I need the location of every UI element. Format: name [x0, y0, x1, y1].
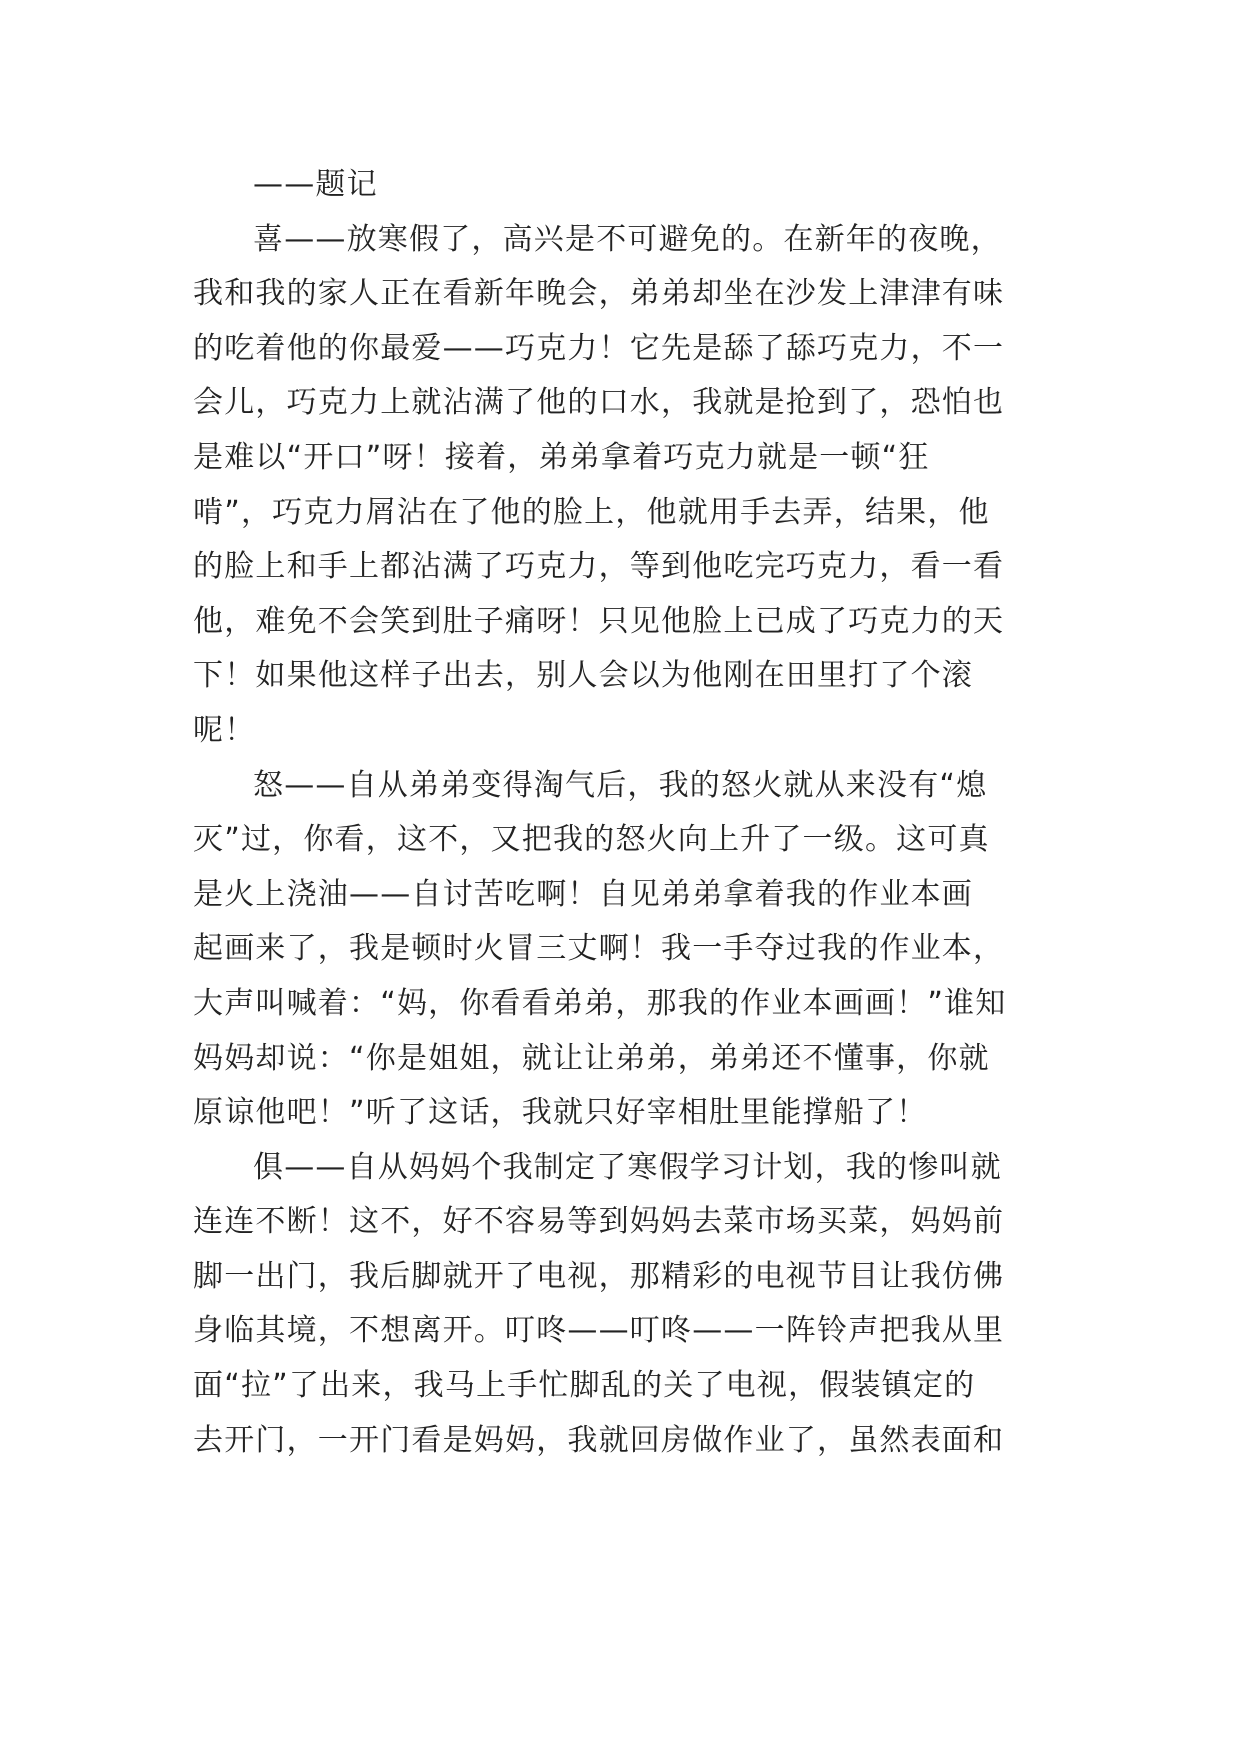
paragraph-fear-line-4: 身临其境，不想离开。叮咚——叮咚——一阵铃声把我从里	[193, 1313, 1005, 1349]
paragraph-joy-line-9: 下！如果他这样子出去，别人会以为他刚在田里打了个滚	[193, 658, 973, 694]
paragraph-anger-line-6: 妈妈却说：“你是姐姐，就让让弟弟，弟弟还不懂事，你就	[193, 1040, 990, 1076]
paragraph-joy-line-2: 我和我的家人正在看新年晚会，弟弟却坐在沙发上津津有味	[193, 276, 1005, 312]
paragraph-anger-line-5: 大声叫喊着：“妈，你看看弟弟，那我的作业本画画！”谁知	[193, 985, 1007, 1021]
paragraph-joy-line-1: 喜——放寒假了，高兴是不可避免的。在新年的夜晚，	[253, 221, 1002, 257]
paragraph-joy-line-7: 的脸上和手上都沾满了巧克力，等到他吃完巧克力，看一看	[193, 549, 1005, 585]
paragraph-anger-line-4: 起画来了，我是顿时火冒三丈啊！我一手夺过我的作业本，	[193, 931, 1005, 967]
paragraph-joy-line-10: 呢！	[193, 712, 256, 748]
paragraph-fear-line-6: 去开门，一开门看是妈妈，我就回房做作业了，虽然表面和	[193, 1422, 1005, 1458]
epigraph-line: ——题记	[253, 167, 378, 202]
paragraph-anger-line-1: 怒——自从弟弟变得淘气后，我的怒火就从来没有“熄	[253, 767, 988, 803]
paragraph-anger-line-7: 原谅他吧！”听了这话，我就只好宰相肚里能撑船了！	[193, 1095, 928, 1131]
paragraph-joy-line-5: 是难以“开口”呀！接着，弟弟拿着巧克力就是一顿“狂	[193, 439, 930, 475]
document-body	[193, 158, 1053, 1468]
paragraph-joy-line-4: 会儿，巧克力上就沾满了他的口水，我就是抢到了，恐怕也	[193, 385, 1005, 421]
paragraph-fear-line-2: 连连不断！这不，好不容易等到妈妈去菜市场买菜，妈妈前	[193, 1204, 1005, 1240]
paragraph-fear-line-1: 俱——自从妈妈个我制定了寒假学习计划，我的惨叫就	[253, 1149, 1002, 1185]
paragraph-fear-line-3: 脚一出门，我后脚就开了电视，那精彩的电视节目让我仿佛	[193, 1258, 1005, 1294]
paragraph-fear-line-5: 面“拉”了出来，我马上手忙脚乱的关了电视，假装镇定的	[193, 1368, 976, 1404]
paragraph-joy-line-6: 啃”，巧克力屑沾在了他的脸上，他就用手去弄，结果，他	[193, 494, 990, 530]
paragraph-anger-line-3: 是火上浇油——自讨苦吃啊！自见弟弟拿着我的作业本画	[193, 876, 973, 912]
paragraph-joy-line-3: 的吃着他的你最爱——巧克力！它先是舔了舔巧克力，不一	[193, 330, 1005, 366]
paragraph-joy-line-8: 他，难免不会笑到肚子痛呀！只见他脸上已成了巧克力的天	[193, 603, 1005, 639]
paragraph-anger-line-2: 灭”过，你看，这不，又把我的怒火向上升了一级。这可真	[193, 822, 990, 858]
